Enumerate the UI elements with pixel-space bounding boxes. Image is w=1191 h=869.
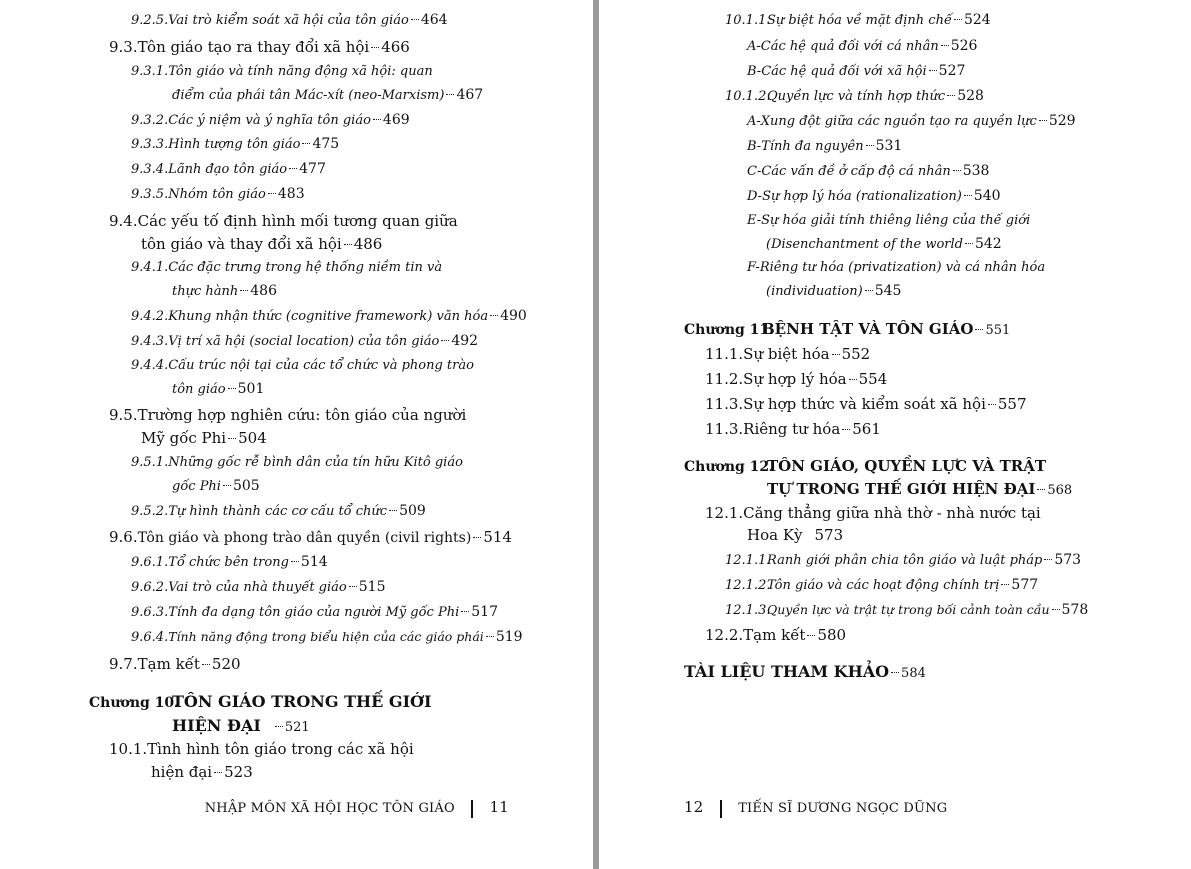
chapter-title-cont: TỰ TRONG THẾ GIỚI HIỆN ĐẠI — [767, 480, 1036, 498]
entry-title: Các vấn đề ở cấp độ cá nhân — [761, 164, 951, 179]
entry-number: 9.3.1. — [131, 64, 169, 79]
chapter-title: BỆNH TẬT VÀ TÔN GIÁO — [762, 320, 974, 338]
dot-leader — [954, 19, 962, 20]
entry-title: Căng thẳng giữa nhà thờ - nhà nước tại — [743, 504, 1041, 522]
entry-number: 9.2.5. — [131, 13, 169, 28]
page-number: 12 — [684, 798, 704, 816]
dot-leader — [964, 195, 972, 196]
entry-title: Sự hóa giải tính thiêng liêng của thế giới — [761, 213, 1031, 228]
dot-leader — [240, 290, 248, 291]
dot-leader — [202, 664, 210, 665]
entry-page: 475 — [312, 136, 340, 152]
entry-title: Ranh giới phân chia tôn giáo và luật pháp — [767, 553, 1043, 568]
entry-title: Vai trò kiểm soát xã hội của tôn giáo — [168, 13, 409, 28]
dot-leader — [228, 438, 236, 439]
chapter-label: Chương 10. — [89, 695, 180, 711]
entry-title: Tổ chức bên trong — [168, 555, 289, 570]
entry-title: Tôn giáo tạo ra thay đổi xã hội — [137, 38, 370, 56]
entry-number: F- — [747, 260, 760, 275]
entry-title: Vai trò của nhà thuyết giáo — [168, 580, 347, 595]
dot-leader — [214, 772, 222, 773]
entry-title: Quyền lực và trật tự trong bối cảnh toàn cầu — [767, 602, 1050, 617]
entry-title: Các ý niệm và ý nghĩa tôn giáo — [168, 113, 371, 128]
dot-leader — [1039, 120, 1047, 121]
dot-leader — [832, 354, 840, 355]
entry-page: 524 — [963, 12, 991, 28]
dot-leader — [291, 561, 299, 562]
entry-page: 561 — [852, 420, 881, 438]
dot-leader — [228, 388, 236, 389]
entry-page: 521 — [284, 720, 310, 735]
dot-leader — [446, 94, 454, 95]
entry-title: Tôn giáo và phong trào dân quyền (civil rights) — [137, 530, 472, 546]
dot-leader — [842, 429, 850, 430]
footer-divider — [720, 800, 722, 818]
entry-title: Sự hợp lý hóa (rationalization) — [762, 189, 962, 204]
entry-page: 501 — [237, 381, 265, 397]
entry-page: 509 — [399, 503, 426, 519]
dot-leader — [947, 95, 955, 96]
entry-number: C- — [747, 164, 762, 179]
entry-page: 542 — [974, 236, 1002, 252]
dot-leader — [1001, 584, 1009, 585]
entry-number: 9.4.1. — [131, 260, 169, 275]
entry-page: 529 — [1048, 113, 1076, 129]
entry-number: 9.3. — [109, 38, 138, 56]
entry-title-cont: Mỹ gốc Phi — [141, 429, 227, 447]
entry-number: B- — [747, 139, 762, 154]
entry-page: 519 — [495, 629, 523, 645]
entry-number: B- — [747, 64, 762, 79]
dot-leader — [344, 244, 352, 245]
dot-leader — [302, 143, 310, 144]
page-footer — [684, 798, 947, 818]
entry-title-cont: Hoa Kỳ — [747, 526, 803, 544]
entry-page: 578 — [1061, 602, 1089, 618]
entry-page: 527 — [938, 63, 966, 79]
entry-page: 528 — [957, 88, 984, 104]
entry-number: E- — [747, 213, 762, 228]
entry-number: 12.1.2. — [725, 578, 771, 593]
entry-number: 9.3.4. — [131, 162, 169, 177]
entry-number: 9.5.1. — [131, 455, 169, 470]
dot-leader — [275, 726, 283, 727]
dot-leader — [1044, 559, 1052, 560]
entry-number: 9.6. — [109, 528, 138, 546]
entry-title-cont: (individuation) — [766, 284, 863, 299]
entry-number: 9.3.5. — [131, 187, 169, 202]
entry-page: 477 — [299, 161, 326, 177]
entry-title-cont: gốc Phi — [172, 479, 221, 494]
entry-page: 557 — [997, 395, 1027, 413]
entry-page: 540 — [973, 188, 1001, 204]
chapter-label: Chương 12. — [684, 459, 775, 475]
entry-number: 10.1.1. — [725, 13, 771, 28]
entry-page: 505 — [232, 478, 260, 494]
entry-page: 580 — [817, 626, 847, 644]
entry-title-cont: thực hành — [172, 284, 239, 299]
entry-page: 568 — [1047, 483, 1073, 498]
book-title: NHẬP MÔN XÃ HỘI HỌC TÔN GIÁO — [204, 801, 455, 816]
dot-leader — [1052, 609, 1060, 610]
entry-number: 9.6.1. — [131, 555, 169, 570]
entry-number: 12.1.1. — [725, 553, 771, 568]
entry-page: 577 — [1011, 577, 1039, 593]
entry-page: 514 — [483, 528, 512, 546]
dot-leader — [965, 243, 973, 244]
entry-number: 9.6.3. — [131, 605, 169, 620]
left-page — [0, 0, 593, 869]
entry-number: 12.1. — [705, 504, 744, 522]
dot-leader — [490, 315, 498, 316]
dot-leader — [941, 45, 949, 46]
entry-page: 486 — [250, 283, 277, 299]
dot-leader — [891, 672, 899, 673]
entry-page: 469 — [382, 112, 410, 128]
entry-title: Tự hình thành các cơ cấu tổ chức — [168, 504, 388, 519]
entry-title: Sự biệt hóa — [743, 345, 830, 363]
entry-number: 11.2. — [705, 370, 744, 388]
entry-number: 9.5. — [109, 406, 138, 424]
entry-number: 9.7. — [109, 655, 138, 673]
entry-title: Sự hợp lý hóa — [743, 370, 847, 388]
entry-page: 515 — [358, 579, 386, 595]
dot-leader — [223, 485, 231, 486]
entry-page: 504 — [238, 429, 267, 447]
entry-title: Quyền lực và tính hợp thức — [767, 89, 946, 104]
entry-title: Tính năng động trong biểu hiện của các giáo phái — [168, 629, 484, 644]
entry-title: Các hệ quả đối với xã hội — [761, 64, 927, 79]
entry-title: Sự biệt hóa về mặt định chế — [767, 13, 952, 28]
entry-title: Tình hình tôn giáo trong các xã hội — [147, 740, 414, 758]
page-footer — [205, 798, 509, 818]
entry-page: 584 — [901, 666, 926, 681]
entry-number: 9.6.4. — [131, 630, 169, 645]
dot-leader — [349, 586, 357, 587]
entry-page: 466 — [381, 38, 410, 56]
entry-page: 467 — [456, 87, 484, 103]
entry-page: 517 — [471, 604, 498, 620]
dot-leader — [373, 119, 381, 120]
dot-leader — [473, 537, 481, 538]
entry-number: 11.1. — [705, 345, 744, 363]
entry-page: 573 — [814, 526, 844, 544]
entry-number: 9.4.4. — [131, 358, 169, 373]
footer-divider — [471, 800, 473, 818]
entry-title: Các hệ quả đối với cá nhân — [760, 39, 939, 54]
author-name: TIẾN SĨ DƯƠNG NGỌC DŨNG — [738, 801, 948, 816]
entry-title: Riêng tư hóa (privatization) và cá nhân hóa — [759, 260, 1046, 275]
entry-page: 573 — [1054, 552, 1082, 568]
chapter-title: TÔN GIÁO TRONG THẾ GIỚI — [172, 692, 432, 711]
entry-title: Cấu trúc nội tại của các tổ chức và phong trào — [168, 358, 474, 373]
chapter-label: Chương 11. — [684, 322, 775, 338]
entry-title: Các đặc trưng trong hệ thống niềm tin và — [168, 260, 443, 275]
toc-right — [599, 0, 1191, 869]
entry-title: Khung nhận thức (cognitive framework) văn hóa — [168, 309, 489, 324]
entry-number: 11.3. — [705, 395, 744, 413]
entry-title: Các yếu tố định hình mối tương quan giữa — [137, 212, 458, 230]
entry-title-cont: hiện đại — [151, 763, 213, 781]
dot-leader — [805, 535, 813, 536]
entry-title: Hình tượng tôn giáo — [168, 137, 301, 152]
dot-leader — [289, 168, 297, 169]
entry-title-cont: điểm của phái tân Mác-xít (neo-Marxism) — [172, 88, 445, 103]
entry-title: Những gốc rễ bình dân của tín hữu Kitô giáo — [168, 455, 463, 470]
entry-page: 520 — [211, 655, 241, 673]
references-title: TÀI LIỆU THAM KHẢO — [684, 662, 890, 681]
entry-page: 552 — [841, 345, 871, 363]
entry-title: Sự hợp thức và kiểm soát xã hội — [743, 395, 986, 413]
entry-number: 9.6.2. — [131, 580, 169, 595]
dot-leader — [411, 19, 419, 20]
chapter-title-cont: HIỆN ĐẠI — [172, 716, 261, 735]
entry-title: Lãnh đạo tôn giáo — [168, 162, 288, 177]
entry-title: Tôn giáo và tính năng động xã hội: quan — [168, 64, 433, 79]
entry-number: 9.4. — [109, 212, 138, 230]
entry-number: 12.2. — [705, 626, 744, 644]
entry-page: 551 — [985, 323, 1011, 338]
entry-page: 554 — [858, 370, 888, 388]
entry-title: Tạm kết — [137, 655, 200, 673]
chapter-title: TÔN GIÁO, QUYỀN LỰC VÀ TRẬT — [767, 457, 1047, 475]
entry-page: 523 — [224, 763, 253, 781]
entry-title: Nhóm tôn giáo — [168, 187, 266, 202]
entry-title: Riêng tư hóa — [743, 420, 841, 438]
dot-leader — [849, 379, 857, 380]
dot-leader — [486, 636, 494, 637]
dot-leader — [929, 70, 937, 71]
entry-number: 9.5.2. — [131, 504, 169, 519]
entry-title: Tôn giáo và các hoạt động chính trị — [767, 578, 1000, 593]
entry-number: 10.1.2. — [725, 89, 771, 104]
entry-title-cont: tôn giáo — [172, 382, 226, 397]
entry-title-cont: tôn giáo và thay đổi xã hội — [141, 235, 342, 253]
entry-number: D- — [747, 189, 763, 204]
entry-title: Xung đột giữa các nguồn tạo ra quyền lực — [760, 114, 1037, 129]
entry-number: A- — [747, 39, 761, 54]
entry-page: 490 — [500, 308, 527, 324]
entry-number: 9.4.3. — [131, 334, 169, 349]
dot-leader — [461, 611, 469, 612]
dot-leader — [866, 145, 874, 146]
entry-title: Tạm kết — [743, 626, 806, 644]
entry-title: Tính đa nguyên — [761, 139, 864, 154]
right-page — [599, 0, 1191, 869]
entry-title-cont: (Disenchantment of the world — [766, 237, 963, 252]
entry-page: 514 — [300, 554, 328, 570]
entry-page: 486 — [353, 235, 383, 253]
entry-page: 538 — [962, 163, 990, 179]
dot-leader — [975, 329, 983, 330]
entry-title: Trường hợp nghiên cứu: tôn giáo của người — [137, 406, 467, 424]
dot-leader — [988, 404, 996, 405]
entry-number: 9.4.2. — [131, 309, 169, 324]
dot-leader — [441, 340, 449, 341]
entry-page: 531 — [875, 138, 903, 154]
toc-left — [0, 0, 593, 869]
entry-number: 9.3.3. — [131, 137, 169, 152]
dot-leader — [389, 510, 397, 511]
entry-page: 492 — [451, 333, 479, 349]
dot-leader — [268, 193, 276, 194]
entry-number: 10.1. — [109, 740, 148, 758]
dot-leader — [865, 290, 873, 291]
entry-page: 464 — [420, 12, 448, 28]
dot-leader — [371, 47, 379, 48]
entry-title: Vị trí xã hội (social location) của tôn giáo — [168, 334, 440, 349]
entry-page: 483 — [277, 186, 305, 202]
entry-title: Tính đa dạng tôn giáo của người Mỹ gốc Phi — [168, 605, 460, 620]
entry-page: 545 — [874, 283, 902, 299]
entry-number: A- — [747, 114, 761, 129]
entry-number: 11.3. — [705, 420, 744, 438]
dot-leader — [953, 170, 961, 171]
entry-number: 9.3.2. — [131, 113, 169, 128]
dot-leader — [807, 635, 815, 636]
entry-number: 12.1.3. — [725, 603, 771, 618]
entry-page: 526 — [950, 38, 978, 54]
page-number: 11 — [489, 798, 509, 816]
dot-leader — [1037, 489, 1045, 490]
